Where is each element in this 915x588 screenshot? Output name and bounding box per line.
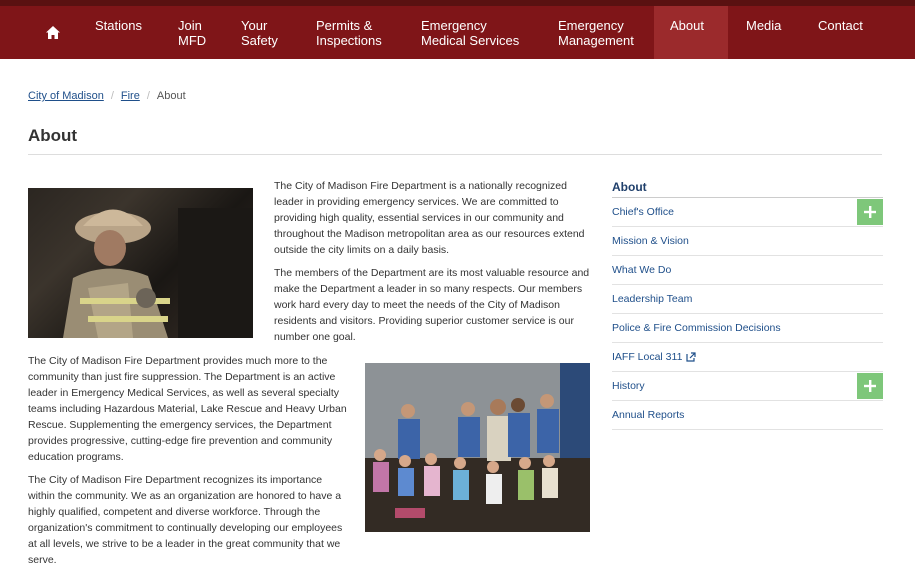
home-button[interactable] — [28, 6, 78, 59]
sidenav-item-mission-vision[interactable] — [612, 227, 883, 256]
sidenav-item-chiefs-office[interactable] — [612, 198, 883, 227]
nav-item-about[interactable]: About — [654, 6, 728, 59]
nav-item-emergency-medical-services[interactable]: Emergency Medical Services — [421, 18, 520, 48]
nav-item-media[interactable]: Media — [746, 18, 782, 33]
sidenav-item-label: Annual Reports — [612, 409, 685, 421]
sidenav-item-annual-reports[interactable] — [612, 401, 883, 430]
sidenav-item-label: Chief's Office — [612, 206, 674, 218]
community-event-photo — [365, 363, 590, 532]
breadcrumb-link-fire[interactable]: Fire — [120, 90, 140, 102]
page-title: About — [28, 126, 78, 145]
sidenav-item-label: Mission & Vision — [612, 235, 689, 247]
nav-item-stations[interactable]: Stations — [95, 18, 142, 33]
section-sidenav — [612, 179, 883, 430]
nav-item-your-safety[interactable]: Your Safety — [241, 18, 278, 48]
breadcrumb — [28, 90, 186, 102]
expand-button[interactable] — [857, 373, 883, 399]
nav-item-join-mfd[interactable]: Join MFD — [178, 18, 207, 48]
breadcrumb-link-city-of-madison[interactable]: City of Madison — [28, 90, 104, 102]
sidenav-item-what-we-do[interactable] — [612, 256, 883, 285]
home-icon — [46, 26, 60, 39]
breadcrumb-separator: / — [146, 90, 150, 102]
sidenav-item-label: What We Do — [612, 264, 672, 276]
nav-item-contact[interactable]: Contact — [818, 18, 863, 33]
about-paragraph-1: The City of Madison Fire Department is a nationally recognized leader in providing emergency services. We are committed to providing high quality, essential services in our community and throughout the Madison metropolitan area as our resources extend outside the city limits on a daily basis. — [274, 180, 585, 256]
about-paragraph-2: The members of the Department are its most valuable resource and make the Department a leader in so many respects. Our members work hard every day to meet the needs of the City of Madison residents and visitors. Providing superior customer service is our number one goal. — [274, 267, 590, 343]
plus-icon — [864, 206, 876, 218]
sidenav-heading[interactable]: About — [612, 179, 883, 198]
about-paragraph-4: The City of Madison Fire Department recognizes its importance within the community. We as an organization are honored to have a highly qualified, competent and diverse workforce. Through the organization's commitment to continually developing our employees at all levels, we strive to be a leader in the great community that we serve. — [28, 474, 343, 566]
external-link-icon — [686, 352, 696, 362]
main-nav — [0, 6, 915, 59]
sidenav-item-label: History — [612, 380, 645, 392]
sidenav-item-label: IAFF Local 311 — [612, 351, 683, 363]
sidenav-item-history[interactable] — [612, 372, 883, 401]
sidenav-item-police-fire-commission-decisions[interactable] — [612, 314, 883, 343]
expand-button[interactable] — [857, 199, 883, 225]
plus-icon — [864, 380, 876, 392]
nav-item-emergency-management[interactable]: Emergency Management — [558, 18, 634, 48]
sidenav-item-label: Police & Fire Commission Decisions — [612, 322, 781, 334]
sidenav-item-leadership-team[interactable] — [612, 285, 883, 314]
breadcrumb-current: About — [156, 90, 186, 102]
sidenav-item-label: Leadership Team — [612, 293, 693, 305]
firefighter-photo — [28, 188, 253, 338]
about-paragraph-3: The City of Madison Fire Department provides much more to the community than just fire suppression. The Department is an active leader in Emergency Medical Services, as well as several specialty teams including Hazardous Material, Lake Rescue and Heavy Urban Rescue. Supplementing the emergency services, the Department provides progressive, cutting-edge fire prevention and community education programs. — [28, 355, 347, 463]
title-divider — [28, 154, 882, 155]
breadcrumb-separator: / — [110, 90, 114, 102]
nav-item-permits-inspections[interactable]: Permits & Inspections — [316, 18, 382, 48]
sidenav-item-iaff-local-311[interactable] — [612, 343, 883, 372]
